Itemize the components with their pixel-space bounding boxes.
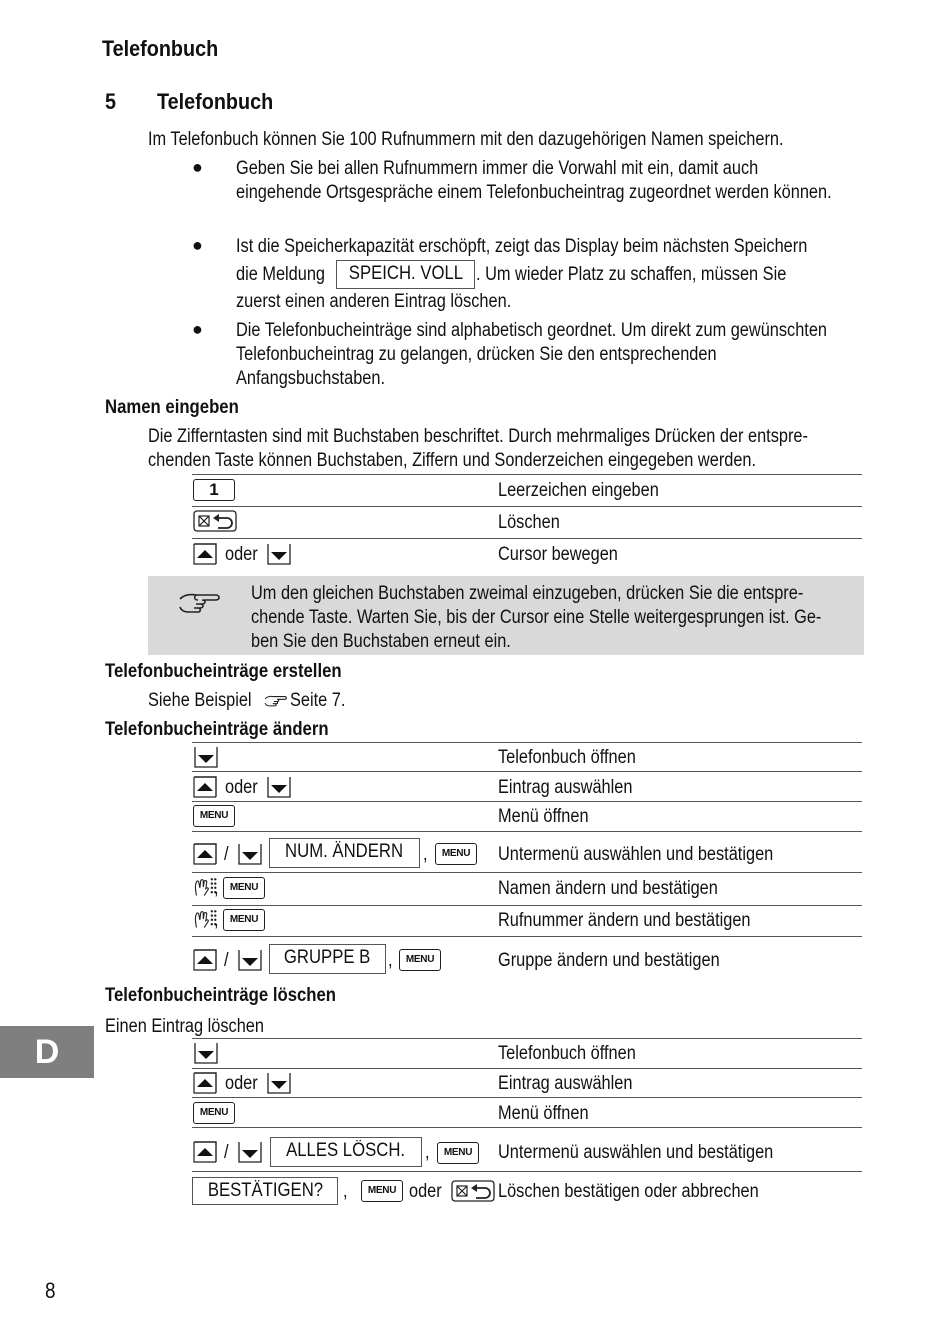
slash-label: / [224, 950, 229, 971]
menu-key: MENU [223, 909, 265, 931]
comma-label: , [214, 910, 219, 931]
desc-menue-oeffnen: Menü öffnen [498, 1103, 589, 1124]
menu-key: MENU [435, 843, 477, 865]
bullet-text-speicher-line1: Ist die Speicherkapazität erschöpft, zeigt das Display beim nächsten Speichern [236, 236, 808, 257]
bullet-dot: ● [192, 319, 203, 339]
bullet-text-alphabetisch: Die Telefonbucheinträge sind alphabetisch geordnet. Um direkt zum gewünschten Telefonbucheintrag zu gelangen, drücken Sie den entsprechenden Anfangsbuchstaben. [236, 320, 828, 389]
page-reference-hand-icon [264, 694, 288, 709]
namen-eingeben-title: Namen eingeben [105, 397, 239, 418]
arrow-down-key-icon [237, 949, 263, 971]
slash-label: / [224, 844, 229, 865]
note-line-2: chende Taste. Warten Sie, bis der Cursor eine Stelle weitergesprungen ist. Ge- [251, 607, 822, 628]
arrow-down-key-icon [266, 543, 292, 565]
key-1: 1 [193, 479, 235, 501]
intro-text: Im Telefonbuch können Sie 100 Rufnummern mit den dazugehörigen Namen speichern. [148, 129, 784, 150]
arrow-up-key-icon [192, 843, 218, 865]
running-header: Telefonbuch [102, 36, 219, 61]
menu-key: MENU [223, 877, 265, 899]
comma-label: , [343, 1181, 348, 1202]
menu-key: MENU [193, 1102, 235, 1124]
display-alles-loesch: ALLES LÖSCH. [270, 1137, 422, 1167]
desc-untermenue: Untermenü auswählen und bestätigen [498, 844, 774, 865]
language-tab: D [0, 1026, 94, 1078]
arrow-up-key-icon [192, 949, 218, 971]
desc-untermenue: Untermenü auswählen und bestätigen [498, 1142, 774, 1163]
arrow-down-key-icon [266, 776, 292, 798]
menu-key: MENU [399, 949, 441, 971]
menu-key: MENU [437, 1142, 479, 1164]
desc-namen-aendern: Namen ändern und bestätigen [498, 878, 718, 899]
oder-label: oder [409, 1181, 442, 1202]
bullet-text-speicher-line3: zuerst einen anderen Eintrag löschen. [236, 291, 512, 312]
desc-menue-oeffnen: Menü öffnen [498, 806, 589, 827]
oder-label: oder [225, 777, 258, 798]
comma-label: , [388, 950, 393, 971]
bullet-text-vorwahl: Geben Sie bei allen Rufnummern immer die Vorwahl mit ein, damit auch eingehende Ortsgespräche einem Telefonbucheintrag zugeordnet werden können. [236, 158, 832, 203]
bullet-text-speicher-pre: die Meldung [236, 264, 326, 285]
namen-eingeben-text-line1: Die Zifferntasten sind mit Buchstaben beschriftet. Durch mehrmaliges Drücken der entspre- [148, 426, 808, 447]
arrow-up-key-icon [192, 776, 218, 798]
erstellen-title: Telefonbucheinträge erstellen [105, 661, 342, 682]
section-number: 5 [105, 89, 117, 114]
display-num-aendern: NUM. ÄNDERN [269, 838, 420, 868]
oder-label: oder [225, 544, 258, 565]
arrow-down-key-icon [237, 1141, 263, 1163]
menu-key: MENU [361, 1180, 403, 1202]
desc-eintrag-auswaehlen: Eintrag auswählen [498, 1073, 633, 1094]
delete-key-icon [451, 1180, 495, 1202]
arrow-down-key-icon [193, 746, 219, 768]
desc-telefonbuch-oeffnen: Telefonbuch öffnen [498, 1043, 636, 1064]
desc-loeschen-bestaetigen: Löschen bestätigen oder abbrechen [498, 1181, 759, 1202]
bullet-dot: ● [192, 235, 203, 255]
delete-key-icon [193, 510, 237, 532]
arrow-down-key-icon [237, 843, 263, 865]
arrow-up-key-icon [192, 1072, 218, 1094]
desc-rufnummer-aendern: Rufnummer ändern und bestätigen [498, 910, 751, 931]
desc-leerzeichen: Leerzeichen eingeben [498, 480, 659, 501]
arrow-up-key-icon [192, 1141, 218, 1163]
bullet-dot: ● [192, 157, 203, 177]
aendern-title: Telefonbucheinträge ändern [105, 719, 329, 740]
note-line-3: ben Sie den Buchstaben erneut ein. [251, 631, 511, 652]
display-bestaetigen: BESTÄTIGEN? [192, 1177, 338, 1205]
arrow-up-key-icon [192, 543, 218, 565]
bullet-text-speicher-post: . Um wieder Platz zu schaffen, müssen Sie [476, 264, 787, 285]
comma-label: , [423, 844, 428, 865]
erstellen-text-pre: Siehe Beispiel [148, 690, 252, 711]
page-number: 8 [45, 1278, 56, 1303]
note-line-1: Um den gleichen Buchstaben zweimal einzugeben, drücken Sie die entspre- [251, 583, 804, 604]
pointing-hand-icon [178, 591, 222, 617]
desc-telefonbuch-oeffnen: Telefonbuch öffnen [498, 747, 636, 768]
desc-loeschen: Löschen [498, 512, 560, 533]
loeschen-subtitle: Einen Eintrag löschen [105, 1016, 264, 1037]
loeschen-title: Telefonbucheinträge löschen [105, 985, 337, 1006]
desc-gruppe-aendern: Gruppe ändern und bestätigen [498, 950, 720, 971]
comma-label: , [425, 1142, 430, 1163]
section-title: Telefonbuch [157, 89, 274, 114]
slash-label: / [224, 1142, 229, 1163]
desc-eintrag-auswaehlen: Eintrag auswählen [498, 777, 633, 798]
display-speich-voll: SPEICH. VOLL [336, 260, 475, 289]
namen-eingeben-text-line2: chenden Taste können Buchstaben, Ziffern und Sonderzeichen eingegeben werden. [148, 450, 757, 471]
arrow-down-key-icon [193, 1042, 219, 1064]
comma-label: , [214, 878, 219, 899]
display-gruppe-b: GRUPPE B [269, 944, 386, 974]
desc-cursor-bewegen: Cursor bewegen [498, 544, 618, 565]
menu-key: MENU [193, 805, 235, 827]
erstellen-text-post: Seite 7. [290, 690, 346, 711]
arrow-down-key-icon [266, 1072, 292, 1094]
oder-label: oder [225, 1073, 258, 1094]
